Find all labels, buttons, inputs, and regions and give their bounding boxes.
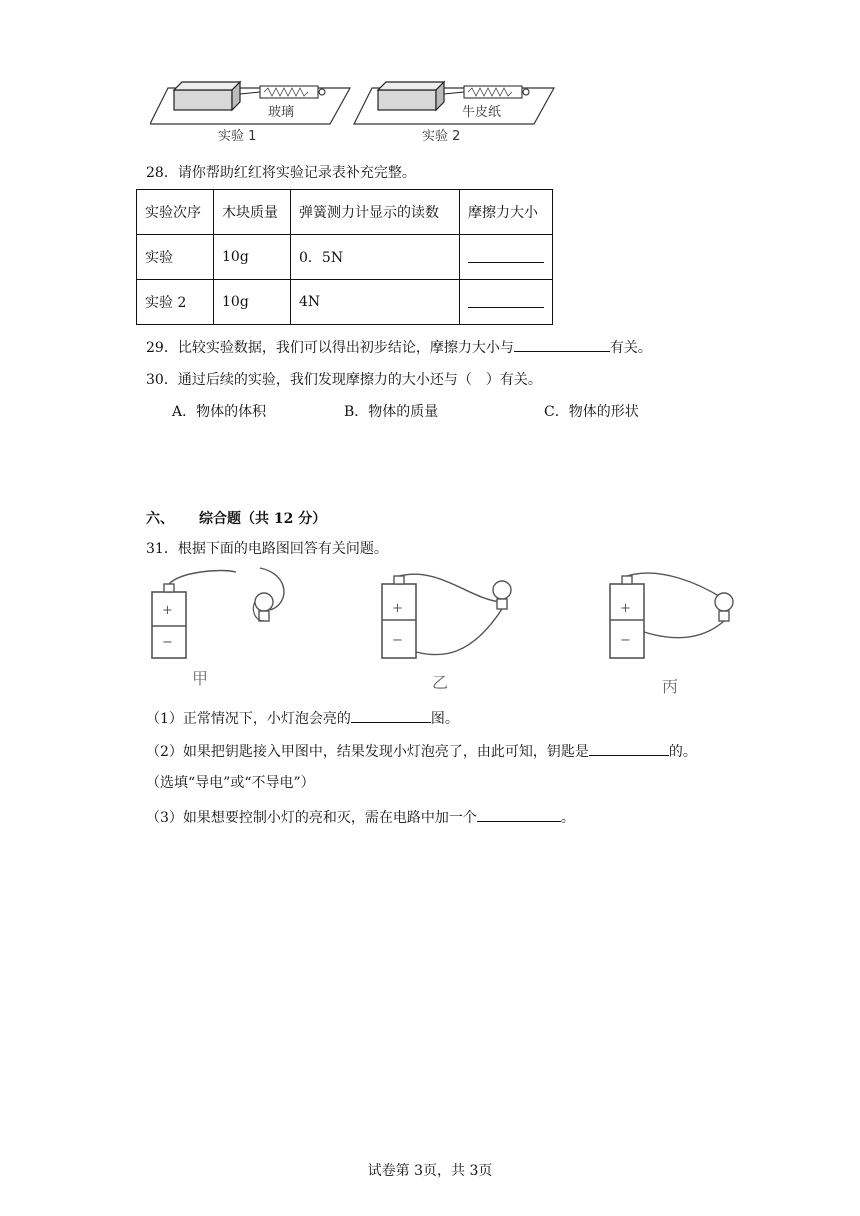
table-row xyxy=(137,235,553,280)
table-header-cell: 摩擦力大小 xyxy=(460,190,553,235)
friction-answer-blank-1[interactable] xyxy=(460,235,553,280)
question-28-text: 28．请你帮助红红将实验记录表补充完整。 xyxy=(146,165,416,181)
circuit-diagrams xyxy=(140,562,760,702)
table-cell: 4N xyxy=(291,280,460,325)
experiment-record-table xyxy=(136,189,553,325)
question-31-2-text: （2）如果把钥匙接入甲图中，结果发现小灯泡亮了，由此可知，钥匙是 xyxy=(146,744,589,760)
option-a[interactable]: A．物体的体积 xyxy=(172,404,267,420)
caption-experiment-1: 实验 1 xyxy=(218,129,257,144)
answer-blank-q29[interactable] xyxy=(514,337,610,352)
answer-blank-q31-3[interactable] xyxy=(477,807,561,822)
table-cell: 10g xyxy=(214,235,291,280)
experiment-1-illustration xyxy=(150,82,350,124)
table-header-cell: 弹簧测力计显示的读数 xyxy=(291,190,460,235)
answer-blank-q31-1[interactable] xyxy=(351,708,431,723)
battery-plus-sign: + xyxy=(620,601,631,616)
page-footer: 试卷第 3页，共 3页 xyxy=(367,1163,493,1179)
circuit-label-yi: 乙 xyxy=(432,673,449,692)
question-29-text: 29．比较实验数据，我们可以得出初步结论，摩擦力大小与 xyxy=(146,340,514,356)
question-31-3-text: （3）如果想要控制小灯的亮和灭，需在电路中加一个 xyxy=(146,810,477,826)
question-29 xyxy=(146,337,652,357)
question-31-1-suffix: 图。 xyxy=(430,711,459,727)
battery-plus-sign: + xyxy=(162,603,173,618)
experiment-2-illustration xyxy=(354,82,554,124)
option-b[interactable]: B．物体的质量 xyxy=(344,404,439,420)
table-header-row xyxy=(137,190,553,235)
question-31-1-text: （1）正常情况下，小灯泡会亮的 xyxy=(146,711,351,727)
question-31-3-suffix: 。 xyxy=(560,810,575,826)
caption-experiment-2: 实验 2 xyxy=(422,129,461,144)
battery-minus-sign: − xyxy=(162,635,173,650)
option-c[interactable]: C．物体的形状 xyxy=(544,404,639,420)
answer-blank-q31-2[interactable] xyxy=(589,741,669,756)
circuit-label-bing: 丙 xyxy=(662,677,679,696)
battery-minus-sign: − xyxy=(620,633,631,648)
battery-plus-sign: + xyxy=(392,601,403,616)
question-31-2-note: （选填“导电”或“不导电”） xyxy=(146,775,315,791)
question-29-suffix: 有关。 xyxy=(609,340,652,356)
block2-label: 牛皮纸 xyxy=(462,105,502,120)
table-cell: 0．5N xyxy=(291,235,460,280)
section-6-number: 六、 xyxy=(146,511,174,527)
question-31-2-suffix: 的。 xyxy=(668,744,697,760)
battery-minus-sign: − xyxy=(392,633,403,648)
table-cell: 实验 xyxy=(137,235,214,280)
section-6-title: 综合题（共 12 分） xyxy=(199,511,327,527)
block1-label: 玻璃 xyxy=(268,105,295,120)
table-cell: 10g xyxy=(214,280,291,325)
table-cell: 实验 2 xyxy=(137,280,214,325)
table-header-cell: 实验次序 xyxy=(137,190,214,235)
question-30-text: 30．通过后续的实验，我们发现摩擦力的大小还与（ ）有关。 xyxy=(146,372,542,388)
circuit-label-jia: 甲 xyxy=(192,669,209,688)
experiment-figure xyxy=(150,68,570,148)
question-31-1 xyxy=(146,708,459,728)
friction-answer-blank-2[interactable] xyxy=(460,280,553,325)
question-31-2 xyxy=(146,741,697,761)
table-header-cell: 木块质量 xyxy=(214,190,291,235)
table-row xyxy=(137,280,553,325)
question-31-text: 31．根据下面的电路图回答有关问题。 xyxy=(146,541,388,557)
question-31-3 xyxy=(146,807,575,827)
